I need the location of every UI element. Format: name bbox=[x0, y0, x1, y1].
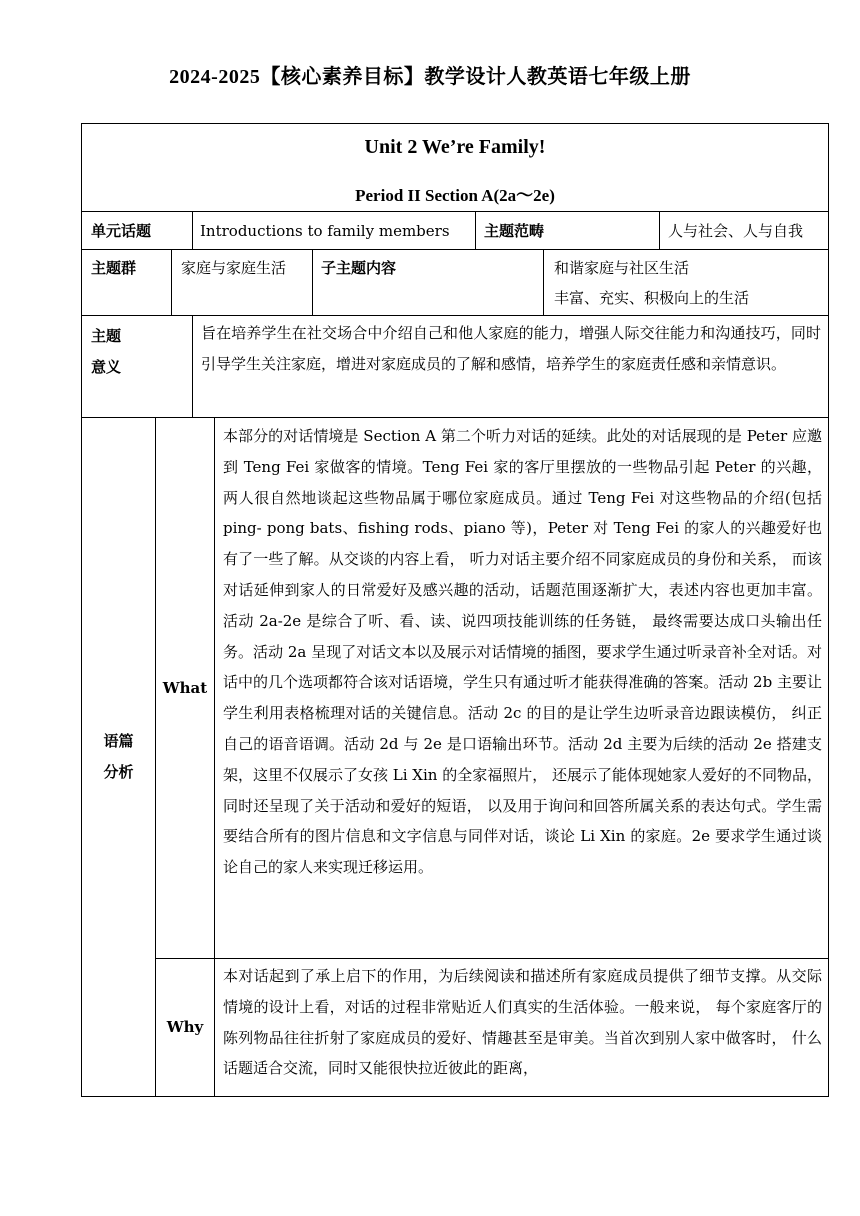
why-row bbox=[156, 958, 828, 1096]
what-row bbox=[156, 418, 828, 959]
label-theme-meaning-line-1: 主题 bbox=[91, 327, 122, 345]
label-analysis-line-2: 分析 bbox=[103, 763, 134, 781]
value-theme-category: 人与社会、人与自我 bbox=[659, 212, 828, 249]
label-unit-topic: 单元话题 bbox=[91, 222, 152, 240]
row-theme-meaning bbox=[81, 316, 829, 418]
label-analysis-line-1: 语篇 bbox=[103, 732, 134, 751]
why-label: Why bbox=[166, 1018, 204, 1036]
label-sub-theme: 子主题内容 bbox=[312, 250, 543, 315]
theme-meaning-text: 旨在培养学生在社交场合中介绍自己和他人家庭的能力，增强人际交往能力和沟通技巧，同时引导学生关注家庭，增进对家庭成员的了解和感情，培养学生的家庭责任感和亲情意识。 bbox=[192, 316, 828, 417]
sub-theme-line-2: 丰富、充实、积极向上的生活 bbox=[554, 289, 750, 307]
label-theme-group: 主题群 bbox=[91, 259, 137, 277]
value-unit-topic: Introductions to family members bbox=[192, 212, 475, 249]
analysis-subtable bbox=[155, 418, 828, 1096]
unit-title: Unit 2 We’re Family! bbox=[364, 136, 546, 158]
label-theme-meaning bbox=[82, 316, 192, 417]
discourse-analysis bbox=[81, 418, 829, 1097]
lesson-header bbox=[81, 123, 829, 212]
sub-theme-line-1: 和谐家庭与社区生活 bbox=[554, 259, 690, 277]
label-theme-meaning-line-2: 意义 bbox=[91, 357, 122, 376]
row-theme-group bbox=[81, 250, 829, 316]
label-discourse-analysis bbox=[82, 418, 155, 1096]
label-theme-category: 主题范畴 bbox=[475, 212, 659, 249]
what-text: 本部分的对话情境是 Section A 第二个听力对话的延续。此处的对话展现的是 Peter 应邀到 Teng Fei 家做客的情境。Teng Fei 家的客厅里摆放的一些物品引起 Peter 的兴趣，两人很自然地谈起这些物品属于哪位家庭成员。通过 Teng Fei 对这些物品的介绍(包括 ping- pong bats、fishing rods、piano 等)，Peter 对 Teng Fei 的家人的兴趣爱好也有了一些了解。从交谈的内容上看， 听力对话主要介绍不同家庭成员的身份和关系， 而该对话延伸到家人的日常爱好及感兴趣的活动，话题范围逐渐扩大，表述内容也更加丰富。活动 2a-2e 是综合了听、看、读、说四项技能训练的任务链， 最终需要达成口头输出任务。活动 2a 呈现了对话文本以及展示对话情境的插图，要求学生通过听录音补全对话。对话中的几个选项都符合该对话语境，学生只有通过听才能获得准确的答案。活动 2b 主要让学生利用表格梳理对话的关键信息。活动 2c 的目的是让学生边听录音边跟读模仿， 纠正自己的语音语调。活动 2d 与 2e 是口语输出环节。活动 2d 主要为后续的活动 2e 搭建支架，这里不仅展示了女孩 Li Xin 的全家福照片， 还展示了能体现她家人爱好的不同物品， 同时还呈现了关于活动和爱好的短语， 以及用于询问和回答所属关系的表达句式。学生需要结合所有的图片信息和文字信息与同伴对话，谈论 Li Xin 的家庭。2e 要求学生通过谈论自己的家人来实现迁移运用。 bbox=[214, 418, 828, 958]
row-unit-topic bbox=[81, 212, 829, 250]
period-title: Period II Section A(2a～2e) bbox=[355, 186, 555, 205]
value-sub-theme bbox=[543, 250, 828, 315]
what-label: What bbox=[162, 679, 208, 697]
value-theme-group: 家庭与家庭生活 bbox=[171, 250, 312, 315]
document-title: 2024-2025【核心素养目标】教学设计人教英语七年级上册 bbox=[169, 66, 691, 88]
why-text: 本对话起到了承上启下的作用，为后续阅读和描述所有家庭成员提供了细节支撑。从交际情境的设计上看，对话的过程非常贴近人们真实的生活体验。一般来说， 每个家庭客厅的陈列物品往往折射了家庭成员的爱好、情趣甚至是审美。当首次到别人家中做客时， 什么话题适合交流，同时又能很快拉近彼此的距离， bbox=[214, 958, 828, 1096]
